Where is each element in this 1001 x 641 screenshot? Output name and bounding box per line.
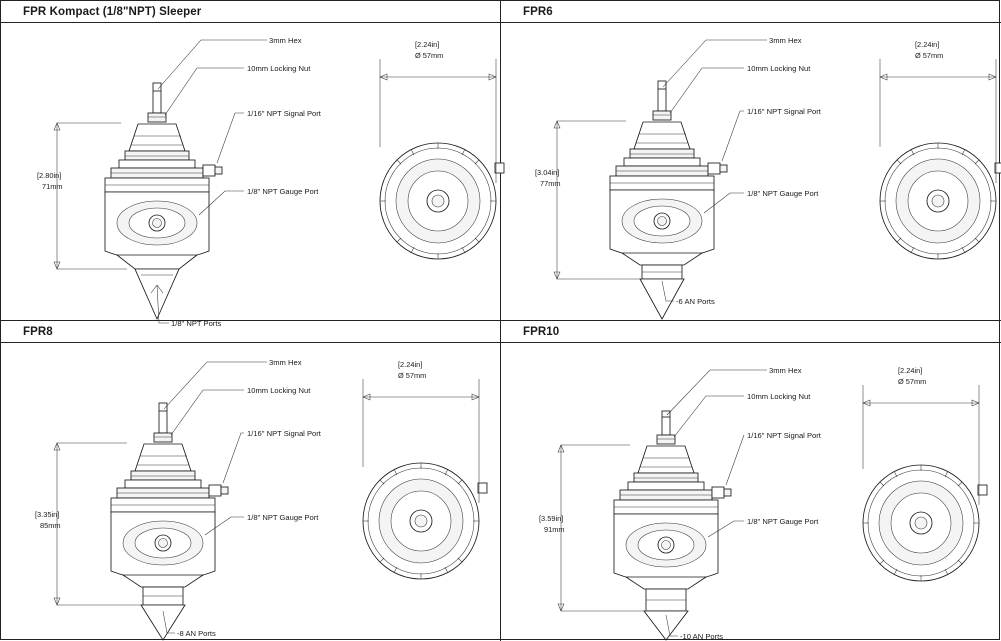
panel-title-bar <box>501 1 1001 23</box>
height-dim-mm: 71mm <box>42 182 63 191</box>
diameter-dim-mm: Ø 57mm <box>915 51 944 60</box>
callout-ports: -10 AN Ports <box>680 632 724 641</box>
callout-locking-nut: 10mm Locking Nut <box>247 386 311 395</box>
callout-hex: 3mm Hex <box>769 366 802 375</box>
callout-gauge-port: 1/8" NPT Gauge Port <box>747 189 819 198</box>
panel-title: FPR6 <box>523 5 553 18</box>
height-dim-mm: 85mm <box>40 521 61 530</box>
callout-locking-nut: 10mm Locking Nut <box>747 392 811 401</box>
diameter-dim-inches: [2.24in] <box>898 366 923 375</box>
height-dim-mm: 91mm <box>544 525 565 534</box>
diameter-dim-mm: Ø 57mm <box>398 371 427 380</box>
panel-drawing <box>1 343 501 641</box>
top-view-fpr8 <box>363 360 487 579</box>
callout-ports: -8 AN Ports <box>177 629 216 638</box>
panel-title: FPR Kompact (1/8"NPT) Sleeper <box>23 5 202 18</box>
callout-hex: 3mm Hex <box>269 358 302 367</box>
callout-locking-nut: 10mm Locking Nut <box>247 64 311 73</box>
diameter-dim-inches: [2.24in] <box>398 360 423 369</box>
panel-drawing <box>1 23 501 328</box>
front-view-fpr10 <box>614 411 731 640</box>
diameter-dim-mm: Ø 57mm <box>415 51 444 60</box>
panel-drawing <box>501 23 1001 321</box>
panel-drawing <box>501 343 1001 641</box>
callout-gauge-port: 1/8" NPT Gauge Port <box>747 517 819 526</box>
height-dim-inches: [3.04in] <box>535 168 560 177</box>
panel-title: FPR8 <box>23 325 53 338</box>
diameter-dim-mm: Ø 57mm <box>898 377 927 386</box>
height-dim-inches: [2.80in] <box>37 171 62 180</box>
diameter-dim-inches: [2.24in] <box>915 40 940 49</box>
front-view-fpr8 <box>111 403 228 640</box>
callout-signal-port: 1/16" NPT Signal Port <box>247 109 321 118</box>
top-view-fpr-kompact <box>380 40 504 259</box>
callout-gauge-port: 1/8" NPT Gauge Port <box>247 187 319 196</box>
callout-hex: 3mm Hex <box>269 36 302 45</box>
callout-ports: 1/8" NPT Ports <box>171 319 222 328</box>
callout-hex: 3mm Hex <box>769 36 802 45</box>
panel-fpr6 <box>501 1 1001 321</box>
panel-title-bar <box>501 321 1001 343</box>
panel-fpr-kompact <box>1 1 501 328</box>
panel-title: FPR10 <box>523 325 560 338</box>
front-view-fpr-kompact <box>105 83 222 319</box>
top-view-fpr10 <box>863 366 987 581</box>
front-view-fpr6 <box>610 81 727 319</box>
callout-gauge-port: 1/8" NPT Gauge Port <box>247 513 319 522</box>
top-view-fpr6 <box>880 40 1001 259</box>
diameter-dim-inches: [2.24in] <box>415 40 440 49</box>
callout-ports: -6 AN Ports <box>676 297 715 306</box>
height-dim-inches: [3.35in] <box>35 510 60 519</box>
panel-title-bar <box>1 321 500 343</box>
panel-fpr10 <box>501 321 1001 641</box>
panel-title-bar <box>1 1 500 23</box>
callout-locking-nut: 10mm Locking Nut <box>747 64 811 73</box>
height-dim-mm: 77mm <box>540 179 561 188</box>
callout-signal-port: 1/16" NPT Signal Port <box>747 107 821 116</box>
panel-fpr8 <box>1 321 501 641</box>
height-dim-inches: [3.59in] <box>539 514 564 523</box>
callout-signal-port: 1/16" NPT Signal Port <box>747 431 821 440</box>
callout-signal-port: 1/16" NPT Signal Port <box>247 429 321 438</box>
